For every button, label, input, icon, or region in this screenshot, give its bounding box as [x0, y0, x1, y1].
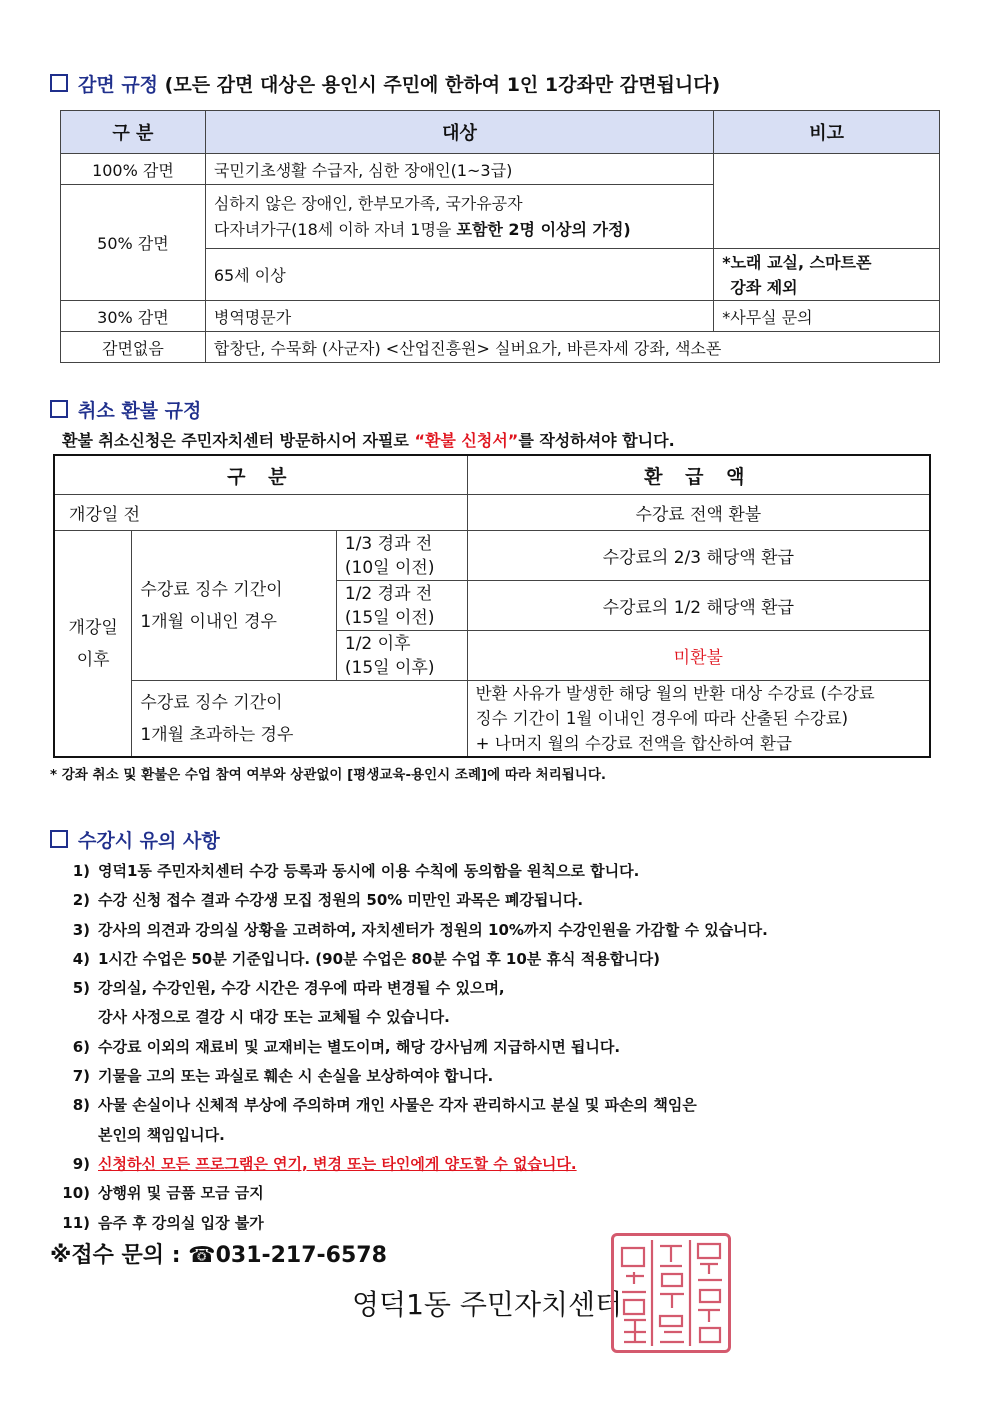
item-text: 상행위 및 금품 모금 금지 [98, 1184, 264, 1203]
period-line: 1/2 이후 [344, 633, 411, 654]
row-label: 감면없음 [61, 332, 206, 363]
target-line: 심하지 않은 장애인, 한부모가족, 국가유공자 [213, 193, 523, 213]
item-number: 7) [72, 1067, 90, 1086]
row-sublabel [132, 531, 337, 681]
refund-footnote: * 강좌 취소 및 환불은 수업 참여 여부와 상관없이 [평생교육-용인시 조례]에 따라 처리됩니다. [50, 767, 607, 783]
item-text: 기물을 고의 또는 과실로 훼손 시 손실을 보상하여야 합니다. [98, 1067, 494, 1086]
list-item [52, 1062, 768, 1091]
item-text: 사물 손실이나 신체적 부상에 주의하며 개인 사물은 각자 관리하시고 분실 및 파손의 책임은 [98, 1096, 697, 1115]
row-label: 100% 감면 [61, 154, 206, 185]
item-text: 영덕1동 주민자치센터 수강 등록과 동시에 이용 수칙에 동의함을 원칙으로 합니다. [98, 862, 640, 880]
table-row [61, 301, 940, 332]
section-title-refund [50, 396, 201, 423]
row-target: 합창단, 수묵화 (사군자) <산업진흥원> 실버요가, 바른자세 강좌, 색소폰 [205, 332, 939, 363]
checkbox-square-icon [50, 400, 68, 418]
item-text: 강의실, 수강인원, 수강 시간은 경우에 따라 변경될 수 있으며, [98, 979, 505, 998]
official-seal-stamp [611, 1233, 731, 1353]
section-title-text: 수강시 유의 사항 [78, 830, 220, 852]
item-number: 10) [62, 1184, 90, 1203]
item-text: 본인의 책임입니다. [98, 1125, 225, 1144]
row-label: 30% 감면 [61, 301, 206, 332]
item-number: 3) [72, 920, 90, 939]
note-line: *노래 교실, 스마트폰 [722, 252, 872, 272]
row-target [205, 185, 713, 249]
list-item-continued [52, 1003, 768, 1032]
period-line: 1/3 경과 전 [344, 533, 433, 554]
period-line: (10일 이전) [344, 557, 435, 578]
row-target: 65세 이상 [205, 249, 713, 301]
item-number: 2) [72, 891, 90, 910]
period-line: (15일 이전) [344, 607, 435, 628]
checkbox-square-icon [50, 74, 68, 92]
row-value [467, 681, 930, 758]
organization-name: 영덕1동 주민자치센터 [352, 1288, 623, 1321]
row-period [336, 631, 467, 681]
list-item [52, 857, 768, 886]
sublabel-line: 수강료 징수 기간이 [140, 579, 283, 600]
item-number: 4) [72, 949, 90, 968]
section-title-precautions [50, 826, 220, 853]
section-title-discount [50, 70, 720, 97]
intro-text: 환불 취소신청은 주민자치센터 방문하시어 자필로 [62, 431, 415, 450]
table-row [54, 531, 930, 581]
section-subtitle: (모든 감면 대상은 용인시 주민에 한하여 1인 1강좌만 감면됩니다) [164, 74, 721, 96]
label-line: 개강일 [68, 617, 118, 638]
seal-icon [614, 1236, 728, 1350]
note-line: 강좌 제외 [730, 277, 798, 297]
item-text-highlight: 신청하신 모든 프로그램은 연기, 변경 또는 타인에게 양도할 수 없습니다. [98, 1154, 577, 1173]
item-number: 11) [62, 1213, 90, 1232]
item-number: 9) [72, 1154, 90, 1173]
table-row [61, 332, 940, 363]
list-item [52, 916, 768, 945]
header-target: 대상 [205, 111, 713, 154]
section-title-text: 취소 환불 규정 [78, 400, 202, 422]
row-value: 수강료의 1/2 해당액 환급 [467, 581, 930, 631]
item-number: 5) [72, 979, 90, 998]
target-text: 다자녀가구(18세 이하 자녀 1명을 [213, 219, 457, 239]
refund-table [53, 454, 931, 758]
row-value: 수강료 전액 환불 [467, 495, 930, 531]
list-item-continued [52, 1121, 768, 1150]
value-line: 반환 사유가 발생한 해당 월의 반환 대상 수강료 (수강료 [475, 684, 875, 703]
table-header-row [54, 455, 930, 495]
item-text: 강사 사정으로 결강 시 대강 또는 교체될 수 있습니다. [98, 1008, 450, 1027]
target-bold-text: 포함한 2명 이상의 가정) [456, 219, 631, 239]
list-item [52, 974, 768, 1003]
row-value-no-refund: 미환불 [467, 631, 930, 681]
row-note [714, 249, 940, 301]
row-target: 병역명문가 [205, 301, 713, 332]
item-text: 강사의 의견과 강의실 상황을 고려하여, 자치센터가 정원의 10%까지 수강인원을 가감할 수 있습니다. [98, 920, 768, 939]
header-category: 구 분 [54, 455, 467, 495]
list-item [52, 1150, 768, 1179]
item-text: 수강 신청 접수 결과 수강생 모집 정원의 50% 미만인 과목은 폐강됩니다. [98, 891, 584, 910]
row-label [54, 531, 132, 758]
intro-highlight: “환불 신청서” [414, 431, 519, 450]
sublabel-line: 1개월 이내인 경우 [140, 611, 277, 632]
table-header-row [61, 111, 940, 154]
header-category: 구 분 [61, 111, 206, 154]
item-text: 수강료 이외의 재료비 및 교재비는 별도이며, 해당 강사님께 지급하시면 됩니다. [98, 1037, 621, 1056]
row-value: 수강료의 2/3 해당액 환급 [467, 531, 930, 581]
item-number: 1) [72, 862, 90, 880]
intro-text: 를 작성하셔야 합니다. [518, 431, 675, 450]
row-note: *사무실 문의 [714, 301, 940, 332]
discount-table [60, 110, 940, 363]
row-period [336, 531, 467, 581]
target-line [214, 217, 705, 243]
contact-info: ※접수 문의 : ☎031-217-6578 [50, 1243, 387, 1268]
table-row [54, 495, 930, 531]
period-line: 1/2 경과 전 [344, 583, 433, 604]
list-item [52, 945, 768, 974]
list-item [52, 886, 768, 915]
period-line: (15일 이후) [344, 657, 435, 678]
item-text: 음주 후 강의실 입장 불가 [98, 1213, 264, 1232]
value-line: 징수 기간이 1월 이내인 경우에 따라 산출된 수강료) [475, 709, 849, 728]
table-row [54, 681, 930, 758]
row-label: 50% 감면 [61, 185, 206, 301]
item-number: 8) [72, 1096, 90, 1115]
header-amount: 환 급 액 [467, 455, 930, 495]
header-note: 비고 [714, 111, 940, 154]
checkbox-square-icon [50, 830, 68, 848]
row-sublabel [132, 681, 467, 758]
row-label: 개강일 전 [54, 495, 467, 531]
refund-intro [62, 428, 675, 451]
label-line: 이후 [76, 649, 110, 670]
row-target: 국민기초생활 수급자, 심한 장애인(1~3급) [205, 154, 713, 185]
value-line: + 나머지 월의 수강료 전액을 합산하여 환급 [475, 734, 792, 753]
list-item [52, 1091, 768, 1120]
list-item [52, 1033, 768, 1062]
item-text: 1시간 수업은 50분 기준입니다. (90분 수업은 80분 수업 후 10분 휴식 적용합니다) [98, 949, 661, 968]
section-title-text: 감면 규정 [78, 74, 159, 96]
sublabel-line: 수강료 징수 기간이 [140, 692, 283, 713]
precautions-list [52, 857, 768, 1238]
item-number: 6) [72, 1037, 90, 1056]
table-row [61, 154, 940, 185]
row-note-empty [714, 154, 940, 249]
sublabel-line: 1개월 초과하는 경우 [140, 724, 294, 745]
list-item [52, 1179, 768, 1208]
row-period [336, 581, 467, 631]
